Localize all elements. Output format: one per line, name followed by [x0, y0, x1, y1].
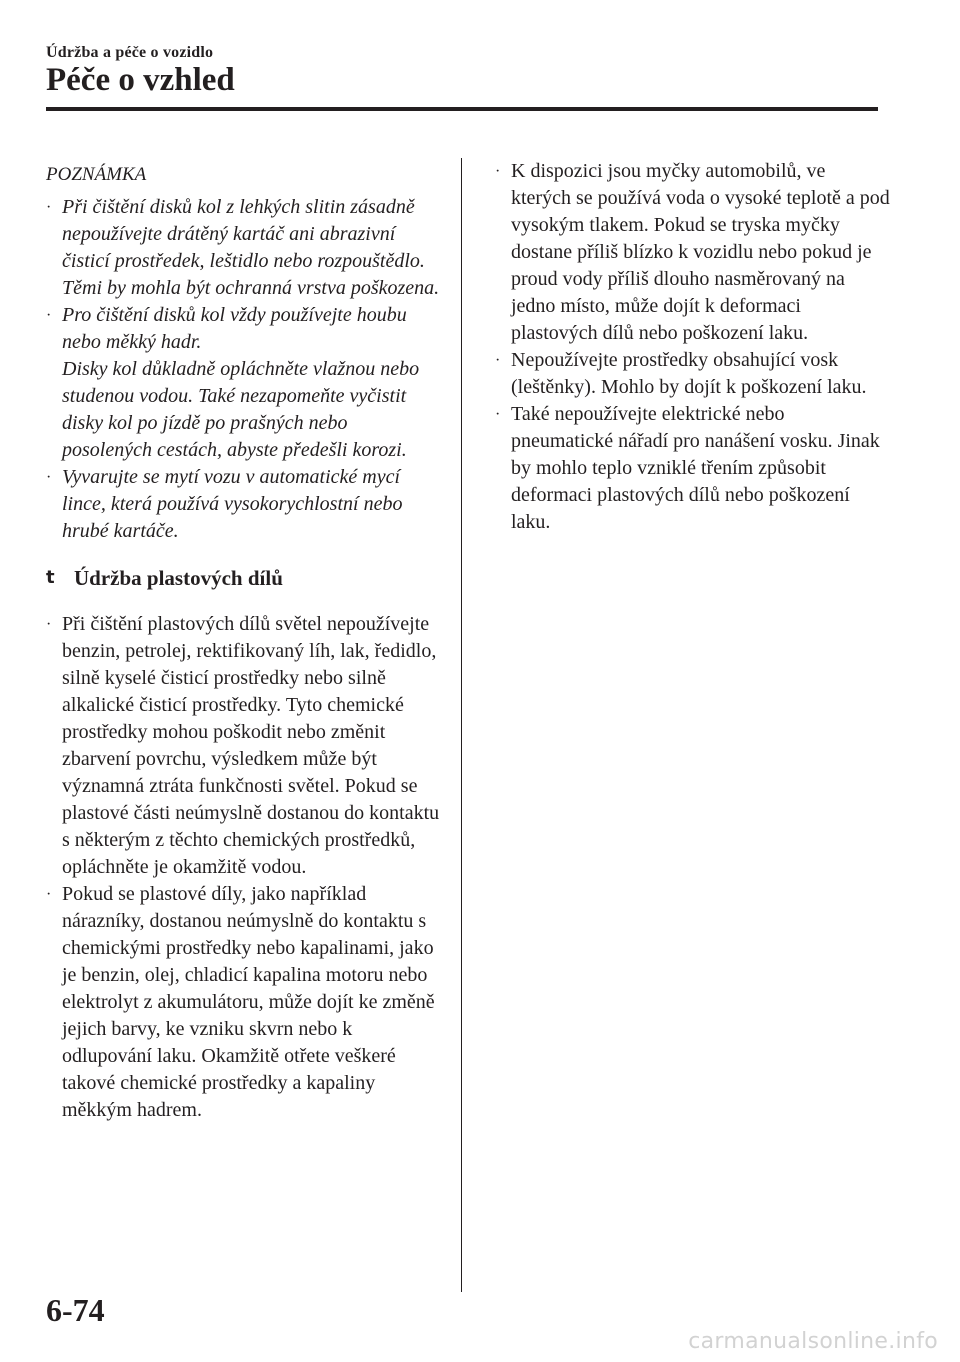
list-item — [46, 611, 442, 881]
section-heading — [46, 563, 442, 593]
breadcrumb: Údržba a péče o vozidlo — [46, 44, 214, 61]
note-item-text: Vyvarujte se mytí vozu v automatické mycí lince, která používá vysokorychlostní nebo hrubé kartáče. — [62, 466, 403, 542]
note-heading: POZNÁMKA — [46, 164, 147, 185]
note-item-text: Při čištění disků kol z lehkých slitin zásadně nepoužívejte drátěný kartáč ani abrazivní čisticí prostředek, leštidlo nebo rozpouštědlo. Těmi by mohla být ochranná vrstva poškozena. — [62, 196, 440, 299]
bullet-icon: · — [46, 199, 52, 216]
bullet-icon: · — [46, 616, 52, 633]
section-item-text: Při čištění plastových dílů světel nepoužívejte benzin, petrolej, rektifikovaný líh, lak, ředidlo, silně kyselé čisticí prostředky nebo silně alkalické čisticí prostředky. Tyto chemické prostředky mohou poškodit nebo změnit zbarvení povrchu, výsledkem může být významná ztráta funkčnosti světel. Pokud se plastové části neúmyslně dostanou do kontaktu s některým z těchto chemických prostředků, opláchněte je okamžitě vodou. — [62, 613, 440, 878]
page-number: 6-74 — [46, 1292, 105, 1328]
list-item — [46, 881, 442, 1124]
section-marker-icon: t — [46, 567, 55, 588]
column-divider — [461, 158, 462, 1292]
note-item-extra-text: Disky kol důkladně opláchněte vlažnou nebo studenou vodou. Také nezapomeňte vyčistit disky kol po jízdě po prašných nebo posolených cestách, abyste předešli korozi. — [62, 358, 420, 461]
section-list-right — [495, 158, 890, 536]
bullet-icon: · — [46, 307, 52, 324]
section-list-left — [46, 611, 442, 1124]
note-item-text: Pro čištění disků kol vždy používejte houbu nebo měkký hadr. — [62, 304, 407, 353]
left-column — [46, 158, 442, 1124]
list-item — [495, 347, 890, 401]
section-item-text: Pokud se plastové díly, jako například nárazníky, dostanou neúmyslně do kontaktu s chemickými prostředky nebo kapalinami, jako je benzin, olej, chladicí kapalina motoru nebo elektrolyt z akumulátoru, může dojít ke změně jejich barvy, ke vzniku skvrn nebo k odlupování laku. Okamžitě otřete veškeré takové chemické prostředky a kapaliny měkkým hadrem. — [62, 883, 435, 1121]
bullet-icon: · — [495, 352, 501, 369]
section-item-text: Nepoužívejte prostředky obsahující vosk (leštěnky). Mohlo by dojít k poškození laku. — [511, 349, 867, 398]
bullet-icon: · — [46, 469, 52, 486]
bullet-icon: · — [46, 886, 52, 903]
page-title: Péče o vzhled — [46, 62, 235, 98]
list-item — [46, 302, 442, 464]
list-item — [495, 401, 890, 536]
list-item — [495, 158, 890, 347]
header-rule — [46, 107, 878, 111]
bullet-icon: · — [495, 163, 501, 180]
watermark: carmanualsonline.info — [688, 1329, 938, 1354]
section-item-text: Také nepoužívejte elektrické nebo pneumatické nářadí pro nanášení vosku. Jinak by mohlo teplo vzniklé třením způsobit deformaci plastových dílů nebo poškození laku. — [511, 403, 880, 533]
section-heading-text: Údržba plastových dílů — [74, 566, 283, 590]
list-item — [46, 194, 442, 302]
note-list — [46, 194, 442, 545]
right-column — [495, 158, 890, 536]
list-item — [46, 464, 442, 545]
section-item-text: K dispozici jsou myčky automobilů, ve kterých se používá voda o vysoké teplotě a pod vysokým tlakem. Pokud se tryska myčky dostane příliš blízko k vozidlu nebo pokud je proud vody příliš dlouho nasměrovaný na jedno místo, může dojít k deformaci plastových dílů nebo poškození laku. — [511, 160, 890, 344]
bullet-icon: · — [495, 406, 501, 423]
